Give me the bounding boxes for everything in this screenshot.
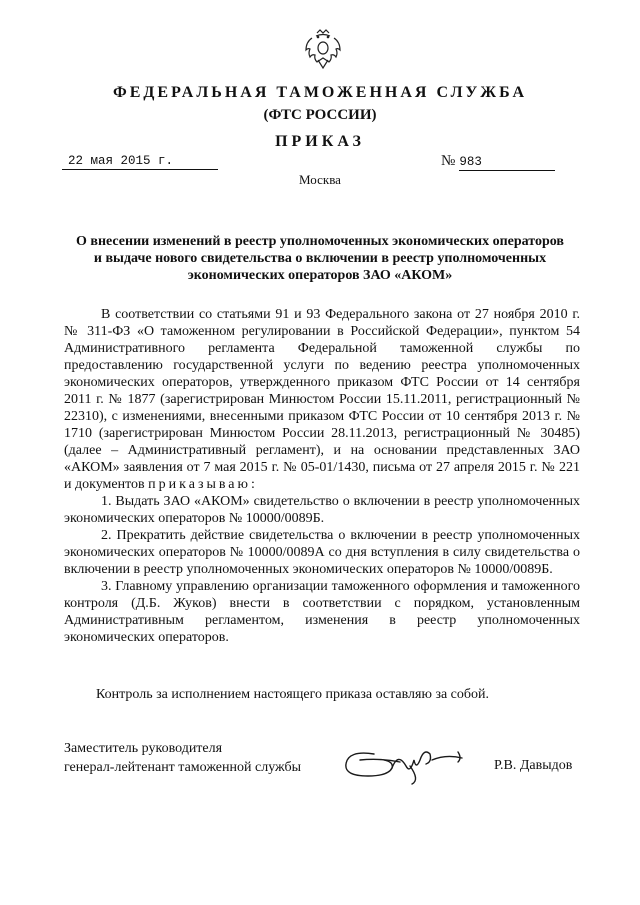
number-value: 983 bbox=[459, 154, 555, 171]
preamble-paragraph bbox=[64, 306, 580, 493]
document-city: Москва bbox=[299, 172, 341, 187]
title-line: и выдаче нового свидетельства о включении в реестр уполномоченных bbox=[93, 251, 547, 266]
order-item-1: 1. Выдать ЗАО «АКОМ» свидетельство о включении в реестр уполномоченных экономических операторов № 10000/0089Б. bbox=[64, 494, 580, 526]
order-word: приказываю: bbox=[148, 477, 258, 492]
document-type: ПРИКАЗ bbox=[275, 133, 365, 150]
document-date: 22 мая 2015 г. bbox=[62, 154, 218, 170]
coat-of-arms-emblem bbox=[304, 28, 342, 72]
agency-short-name: (ФТС РОССИИ) bbox=[263, 107, 377, 123]
number-label: № bbox=[441, 153, 456, 169]
preamble-text: В соответствии со статьями 91 и 93 Федерального закона от 27 ноября 2010 г. № 311-ФЗ «О таможенном регулировании в Российской Федерации», пунктом 54 Административного регламента Федеральной таможенной службы по предоставлению государственной услуги по ведению реестра уполномоченных экономических операторов, утвержденного приказом ФТС России от 14 сентября 2011 г. № 1877 (зарегистрирован Минюстом России 15.11.2011, регистрационный № 22310), с изменениями, внесенными приказом ФТС России от 10 сентября 2013 г. № 1710 (зарегистрирован Минюстом России 28.11.2013, регистрационный № 30485) (далее – Административный регламент), и на основании представленных ЗАО «АКОМ» заявления от 7 мая 2015 г. № 05-01/1430, письма от 27 апреля 2015 г. № 221 и документов bbox=[64, 307, 580, 492]
position-line: генерал-лейтенант таможенной службы bbox=[64, 760, 302, 775]
title-line: О внесении изменений в реестр уполномоченных экономических операторов bbox=[76, 234, 564, 249]
agency-name: ФЕДЕРАЛЬНАЯ ТАМОЖЕННАЯ СЛУЖБА bbox=[112, 84, 528, 101]
order-item-3: 3. Главному управлению организации таможенного оформления и таможенного контроля (Д.Б. Жуков) внести в соответствии с порядком, установленным Административным регламентом, изменения в реестр уполномоченных экономических операторов. bbox=[64, 579, 580, 645]
signatory-name: Р.В. Давыдов bbox=[494, 758, 573, 773]
position-line: Заместитель руководителя bbox=[64, 741, 223, 756]
signatory-position bbox=[64, 739, 301, 777]
control-statement: Контроль за исполнением настоящего приказа оставляю за собой. bbox=[96, 687, 490, 702]
document-number bbox=[441, 153, 573, 171]
handwritten-signature bbox=[340, 740, 480, 786]
document-body bbox=[64, 306, 580, 646]
document-title bbox=[70, 233, 570, 284]
order-item-2: 2. Прекратить действие свидетельства о включении в реестр уполномоченных экономических операторов № 10000/0089А со дня вступления в силу свидетельства о включении в реестр уполномоченных экономических операторов № 10000/0089Б. bbox=[64, 528, 580, 577]
title-line: экономических операторов ЗАО «АКОМ» bbox=[187, 268, 453, 283]
